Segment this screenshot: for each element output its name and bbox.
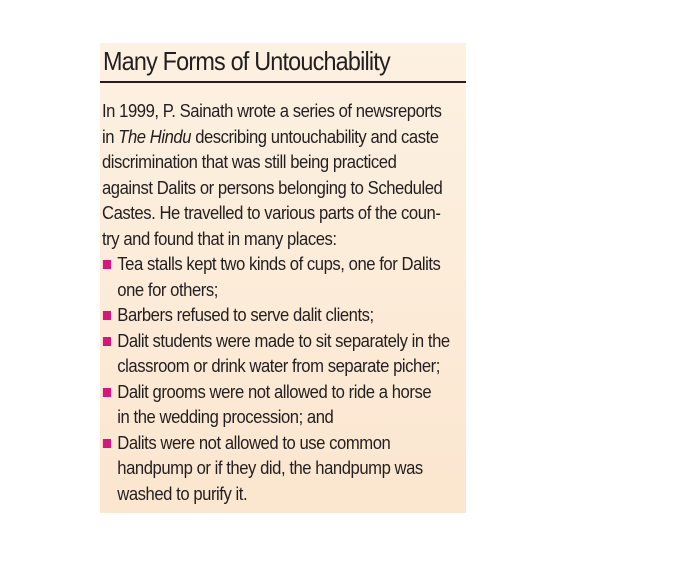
intro-paragraph [102, 98, 458, 251]
title-divider [100, 81, 466, 83]
list-item [102, 302, 458, 328]
list-item-line: Tea stalls kept two kinds of cups, one for Dalits [117, 253, 441, 274]
list-item-line: in the wedding procession; and [117, 406, 334, 427]
list-item-line: Dalits were not allowed to use common [117, 431, 391, 453]
list-item-line: Barbers refused to serve dalit clients; [117, 304, 374, 325]
intro-line [102, 124, 458, 150]
intro-line: discrimination that was still being practiced [102, 151, 397, 172]
intro-line: Castes. He travelled to various parts of the coun- [102, 202, 441, 223]
intro-line: In 1999, P. Sainath wrote a series of newsreports [102, 100, 442, 121]
square-bullet-icon [103, 388, 111, 397]
square-bullet-icon [103, 260, 111, 269]
sidebar-box [100, 43, 466, 513]
intro-line: try and found that in many places: [102, 227, 337, 249]
box-body [102, 98, 458, 506]
list-item [102, 379, 458, 430]
box-title: Many Forms of Untouchability [103, 46, 390, 76]
square-bullet-icon [103, 337, 111, 346]
list-item-line: classroom or drink water from separate picher; [117, 355, 440, 376]
intro-line-suffix: describing untouchability and caste [191, 125, 439, 147]
list-item [102, 251, 458, 302]
intro-line-prefix: in [102, 125, 119, 147]
intro-line: against Dalits or persons belonging to Scheduled [102, 176, 443, 198]
list-item-line: Dalit students were made to sit separately in the [117, 329, 450, 351]
list-item [102, 430, 458, 507]
list-item-line: handpump or if they did, the handpump was [117, 457, 423, 478]
list-item-line: washed to purify it. [117, 482, 248, 504]
square-bullet-icon [103, 439, 111, 448]
list-item-line: one for others; [117, 278, 218, 300]
bullet-list [102, 251, 458, 506]
publication-name: The Hindu [118, 125, 192, 147]
list-item [102, 328, 458, 379]
list-item-line: Dalit grooms were not allowed to ride a horse [117, 380, 432, 402]
square-bullet-icon [103, 311, 111, 320]
